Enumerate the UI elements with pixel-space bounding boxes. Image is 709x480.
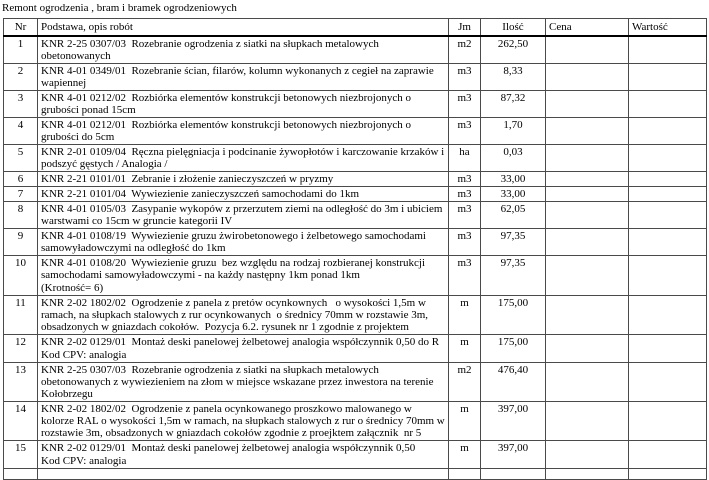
- cell-nr: 9: [4, 229, 38, 256]
- cell-cena: [546, 91, 629, 118]
- cell-ilosc: 1,70: [481, 118, 546, 145]
- cell-cena: [546, 187, 629, 202]
- header-podstawa: Podstawa, opis robót: [38, 19, 449, 37]
- row-description: KNR 2-21 0101/04 Wywiezienie zanieczyszczeń samochodami do 1km: [41, 188, 360, 200]
- cost-estimate-table: [3, 18, 707, 480]
- cell-cena: [546, 229, 629, 256]
- cell-ilosc: 175,00: [481, 335, 546, 363]
- empty-cell: [449, 469, 481, 480]
- row-extra-note: Kod CPV: analogia: [41, 455, 127, 467]
- cell-opis: [38, 202, 449, 229]
- cell-nr: 8: [4, 202, 38, 229]
- cell-wartosc: [629, 441, 707, 469]
- table-row: [4, 256, 707, 296]
- row-description: KNR 2-25 0307/03 Rozebranie ogrodzenia z siatki na słupkach metalowych obetonowanych z wywiezieniem na złom w miejsce wskazane przez inwestora na terenie Kołobrzegu: [41, 364, 437, 400]
- empty-cell: [4, 469, 38, 480]
- cell-ilosc: 262,50: [481, 36, 546, 64]
- cell-nr: 4: [4, 118, 38, 145]
- table-header-row: [4, 19, 707, 37]
- cell-wartosc: [629, 335, 707, 363]
- row-description: KNR 4-01 0105/03 Zasypanie wykopów z przerzutem ziemi na odległość do 3m i ubiciem warstwami co 15cm w gruncie kategorii IV: [41, 203, 446, 227]
- cell-nr: 2: [4, 64, 38, 91]
- cell-wartosc: [629, 172, 707, 187]
- table-row: [4, 64, 707, 91]
- cell-jm: ha: [449, 145, 481, 172]
- cell-cena: [546, 172, 629, 187]
- cell-nr: 15: [4, 441, 38, 469]
- cell-jm: m3: [449, 172, 481, 187]
- cell-wartosc: [629, 363, 707, 402]
- cell-opis: [38, 335, 449, 363]
- row-description: KNR 2-01 0109/04 Ręczna pielęgniacja i podcinanie żywopłotów i karczowanie krzaków i podszyć gęstych / Analogia /: [41, 146, 447, 170]
- row-extra-note: (Krotność= 6): [41, 282, 104, 294]
- cell-opis: [38, 36, 449, 64]
- cell-ilosc: 397,00: [481, 402, 546, 441]
- table-row: [4, 36, 707, 64]
- cell-nr: 3: [4, 91, 38, 118]
- cell-nr: 11: [4, 296, 38, 335]
- cell-jm: m3: [449, 118, 481, 145]
- cell-nr: 14: [4, 402, 38, 441]
- cell-nr: 1: [4, 36, 38, 64]
- cell-ilosc: 397,00: [481, 441, 546, 469]
- cell-opis: [38, 172, 449, 187]
- cell-wartosc: [629, 118, 707, 145]
- cell-wartosc: [629, 229, 707, 256]
- row-description: KNR 2-21 0101/01 Zebranie i złożenie zanieczyszczeń w pryzmy: [41, 173, 334, 185]
- cell-cena: [546, 64, 629, 91]
- cell-opis: [38, 441, 449, 469]
- table-body: [4, 36, 707, 480]
- table-header: [4, 19, 707, 37]
- table-row: [4, 118, 707, 145]
- row-description: KNR 4-01 0212/02 Rozbiórka elementów konstrukcji betonowych niezbrojonych o grubości ponad 15cm: [41, 92, 414, 116]
- table-row: [4, 402, 707, 441]
- row-description: KNR 4-01 0108/20 Wywiezienie gruzu bez względu na rodzaj rozbieranej konstrukcji samochodami samowyładowczymi - na każdy następny 1km ponad 1km: [41, 257, 428, 281]
- table-row: [4, 187, 707, 202]
- cell-jm: m3: [449, 202, 481, 229]
- cell-nr: 6: [4, 172, 38, 187]
- page-title: Remont ogrodzenia , bram i bramek ogrodzeniowych: [2, 2, 237, 14]
- cell-cena: [546, 402, 629, 441]
- table-row: [4, 202, 707, 229]
- cell-wartosc: [629, 256, 707, 296]
- table-row: [4, 335, 707, 363]
- table-row: [4, 91, 707, 118]
- cell-nr: 10: [4, 256, 38, 296]
- cell-opis: [38, 296, 449, 335]
- cell-ilosc: 87,32: [481, 91, 546, 118]
- cell-opis: [38, 64, 449, 91]
- cell-ilosc: 62,05: [481, 202, 546, 229]
- row-description: KNR 2-02 0129/01 Montaż deski panelowej żelbetowej analogia współczynnik 0,50: [41, 442, 416, 454]
- row-description: KNR 4-01 0212/01 Rozbiórka elementów konstrukcji betonowych niezbrojonych o grubości do 5cm: [41, 119, 414, 143]
- row-description: KNR 2-02 1802/02 Ogrodzenie z panela ocynkowanego proszkowo malowanego w kolorze RAL o wysokości 1,5m w ramach, na słupkach stalowych z rur o średnicy 70mm w rozstawie 3m, obsadzonych w gniazdach cokołów zgodnie z proejktem załącznik nr 5: [41, 403, 448, 439]
- table-row: [4, 145, 707, 172]
- cell-ilosc: 476,40: [481, 363, 546, 402]
- table-row: [4, 363, 707, 402]
- cell-cena: [546, 36, 629, 64]
- cell-ilosc: 33,00: [481, 187, 546, 202]
- header-wartosc: Wartość: [629, 19, 707, 37]
- cell-ilosc: 33,00: [481, 172, 546, 187]
- cell-ilosc: 175,00: [481, 296, 546, 335]
- row-description: KNR 2-02 1802/02 Ogrodzenie z panela z pretów ocynkownych o wysokości 1,5m w ramach, na słupkach stalowych z rur ocynkowanych o średnicy 70mm w rozstawie 3m, obsadzonych w gniazdach cokołów. Pozycja 6.2. rysunek nr 1 zgodnie z projektem: [41, 297, 431, 333]
- cell-cena: [546, 202, 629, 229]
- row-extra-note: Kod CPV: analogia: [41, 349, 127, 361]
- cell-jm: m3: [449, 187, 481, 202]
- cell-ilosc: 8,33: [481, 64, 546, 91]
- table-row: [4, 296, 707, 335]
- cell-ilosc: 97,35: [481, 229, 546, 256]
- cell-opis: [38, 256, 449, 296]
- cell-ilosc: 97,35: [481, 256, 546, 296]
- cell-opis: [38, 363, 449, 402]
- cell-cena: [546, 335, 629, 363]
- cell-jm: m3: [449, 256, 481, 296]
- header-jm: Jm: [449, 19, 481, 37]
- cell-cena: [546, 363, 629, 402]
- cell-cena: [546, 296, 629, 335]
- row-description: KNR 4-01 0108/19 Wywiezienie gruzu żwirobetonowego i żelbetowego samochodami samowyładowczymi na odległość do 1km: [41, 230, 429, 254]
- cell-opis: [38, 91, 449, 118]
- cell-jm: m: [449, 441, 481, 469]
- cell-ilosc: 0,03: [481, 145, 546, 172]
- table-row: [4, 172, 707, 187]
- cell-wartosc: [629, 187, 707, 202]
- cell-opis: [38, 118, 449, 145]
- header-nr: Nr: [4, 19, 38, 37]
- table-row-partial: [4, 469, 707, 480]
- cell-cena: [546, 118, 629, 145]
- cell-nr: 7: [4, 187, 38, 202]
- cell-nr: 5: [4, 145, 38, 172]
- cell-opis: [38, 187, 449, 202]
- empty-cell: [546, 469, 629, 480]
- cell-wartosc: [629, 91, 707, 118]
- cell-wartosc: [629, 64, 707, 91]
- cell-jm: m2: [449, 363, 481, 402]
- cell-opis: [38, 402, 449, 441]
- cell-wartosc: [629, 36, 707, 64]
- cell-cena: [546, 441, 629, 469]
- cell-jm: m: [449, 296, 481, 335]
- cell-jm: m: [449, 335, 481, 363]
- empty-cell: [629, 469, 707, 480]
- cell-wartosc: [629, 202, 707, 229]
- empty-cell: [481, 469, 546, 480]
- cell-opis: [38, 229, 449, 256]
- row-description: KNR 2-02 0129/01 Montaż deski panelowej żelbetowej analogia współczynnik 0,50 do R: [41, 336, 440, 348]
- cell-opis: [38, 145, 449, 172]
- cell-jm: m3: [449, 229, 481, 256]
- cell-nr: 12: [4, 335, 38, 363]
- cell-wartosc: [629, 145, 707, 172]
- header-cena: Cena: [546, 19, 629, 37]
- table-row: [4, 229, 707, 256]
- cell-jm: m: [449, 402, 481, 441]
- cell-jm: m3: [449, 64, 481, 91]
- empty-cell: [38, 469, 449, 480]
- row-description: KNR 4-01 0349/01 Rozebranie ścian, filarów, kolumn wykonanych z cegieł na zaprawie wapiennej: [41, 65, 437, 89]
- table-row: [4, 441, 707, 469]
- cell-cena: [546, 145, 629, 172]
- row-description: KNR 2-25 0307/03 Rozebranie ogrodzenia z siatki na słupkach metalowych obetonowanych: [41, 38, 382, 62]
- cell-cena: [546, 256, 629, 296]
- cell-jm: m2: [449, 36, 481, 64]
- cell-wartosc: [629, 402, 707, 441]
- cell-nr: 13: [4, 363, 38, 402]
- cell-wartosc: [629, 296, 707, 335]
- header-ilosc: Ilość: [481, 19, 546, 37]
- cell-jm: m3: [449, 91, 481, 118]
